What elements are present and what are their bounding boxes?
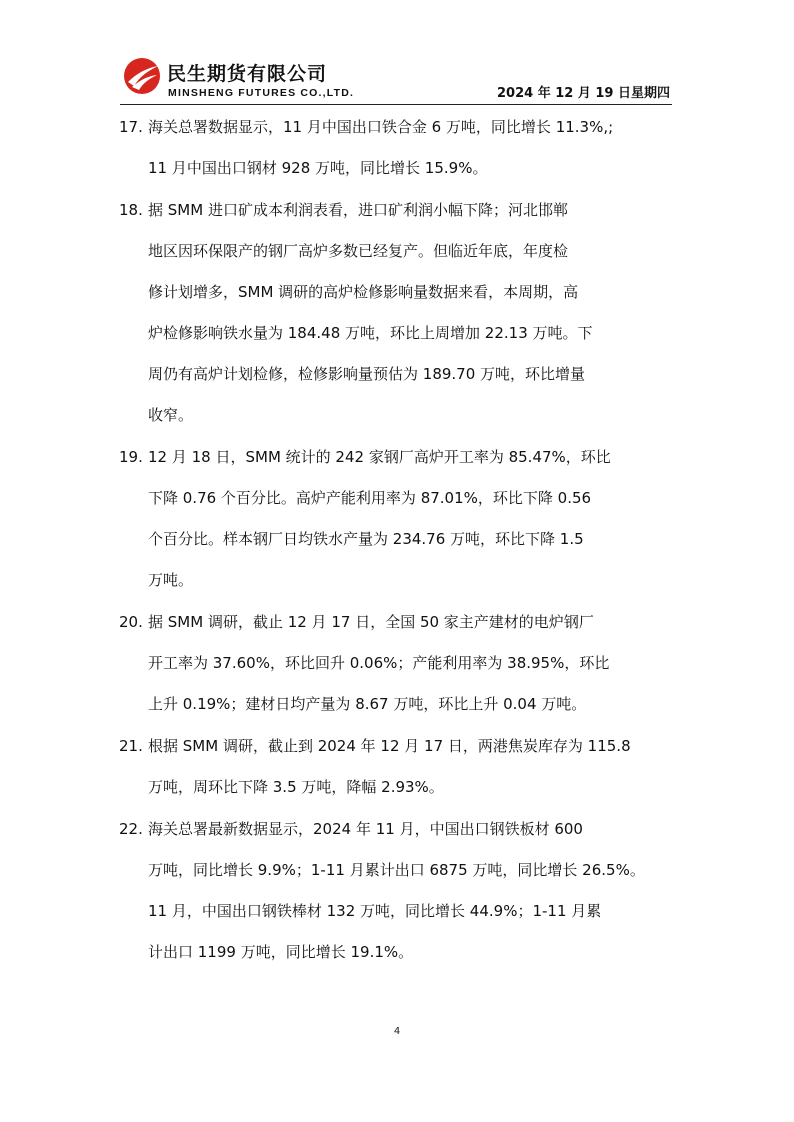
list-item: [119, 602, 675, 725]
item-number: 19.: [119, 448, 143, 466]
item-text-line: 据 SMM 进口矿成本利润表看，进口矿利润小幅下降；河北邯郸: [148, 201, 568, 219]
item-number: 21.: [119, 737, 143, 755]
report-date: 2024 年 12 月 19 日星期四: [497, 86, 670, 101]
page-header: [120, 52, 672, 105]
list-item: [119, 809, 675, 973]
item-text-line: 上升 0.19%；建材日均产量为 8.67 万吨，环比上升 0.04 万吨。: [148, 695, 587, 713]
item-text-line: 海关总署最新数据显示，2024 年 11 月，中国出口钢铁板材 600: [148, 820, 583, 838]
page-number: 4: [393, 1026, 401, 1037]
list-item: [119, 190, 675, 436]
item-text-line: 海关总署数据显示，11 月中国出口铁合金 6 万吨，同比增长 11.3%,;: [148, 118, 614, 136]
list-item: [119, 107, 675, 189]
company-logo: [122, 56, 372, 102]
item-text-line: 计出口 1199 万吨，同比增长 19.1%。: [148, 943, 414, 961]
item-text-line: 据 SMM 调研，截止 12 月 17 日，全国 50 家主产建材的电炉钢厂: [148, 613, 594, 631]
item-number: 22.: [119, 820, 143, 838]
item-text-line: 根据 SMM 调研，截止到 2024 年 12 月 17 日，两港焦炭库存为 115.8: [148, 737, 631, 755]
item-text-line: 开工率为 37.60%，环比回升 0.06%；产能利用率为 38.95%，环比: [148, 654, 610, 672]
company-name-en: MINSHENG FUTURES CO.,LTD.: [168, 87, 355, 99]
item-number: 20.: [119, 613, 143, 631]
item-text-line: 炉检修影响铁水量为 184.48 万吨，环比上周增加 22.13 万吨。下: [148, 324, 593, 342]
item-text-line: 下降 0.76 个百分比。高炉产能利用率为 87.01%，环比下降 0.56: [148, 489, 592, 507]
item-text-line: 万吨。: [148, 571, 194, 589]
item-text-line: 收窄。: [148, 406, 194, 424]
item-text-line: 地区因环保限产的钢厂高炉多数已经复产。但临近年底，年度检: [148, 242, 569, 260]
item-number: 17.: [119, 118, 143, 136]
minsheng-logo-icon: [122, 56, 162, 96]
item-text-line: 12 月 18 日，SMM 统计的 242 家钢厂高炉开工率为 85.47%，环比: [148, 448, 611, 466]
item-text-line: 个百分比。样本钢厂日均铁水产量为 234.76 万吨，环比下降 1.5: [148, 530, 584, 548]
list-item: [119, 437, 675, 601]
item-number: 18.: [119, 201, 143, 219]
list-item: [119, 726, 675, 808]
item-text-line: 万吨，同比增长 9.9%；1-11 月累计出口 6875 万吨，同比增长 26.5%。: [148, 861, 645, 879]
company-name-cn: 民生期货有限公司: [167, 63, 328, 85]
item-text-line: 周仍有高炉计划检修，检修影响量预估为 189.70 万吨，环比增量: [148, 365, 586, 383]
item-text-line: 万吨，周环比下降 3.5 万吨，降幅 2.93%。: [148, 778, 444, 796]
item-text-line: 11 月中国出口钢材 928 万吨，同比增长 15.9%。: [148, 159, 488, 177]
item-text-line: 11 月，中国出口钢铁棒材 132 万吨，同比增长 44.9%；1-11 月累: [148, 902, 602, 920]
news-list: [119, 107, 675, 974]
item-text-line: 修计划增多，SMM 调研的高炉检修影响量数据来看，本周期，高: [148, 283, 579, 301]
